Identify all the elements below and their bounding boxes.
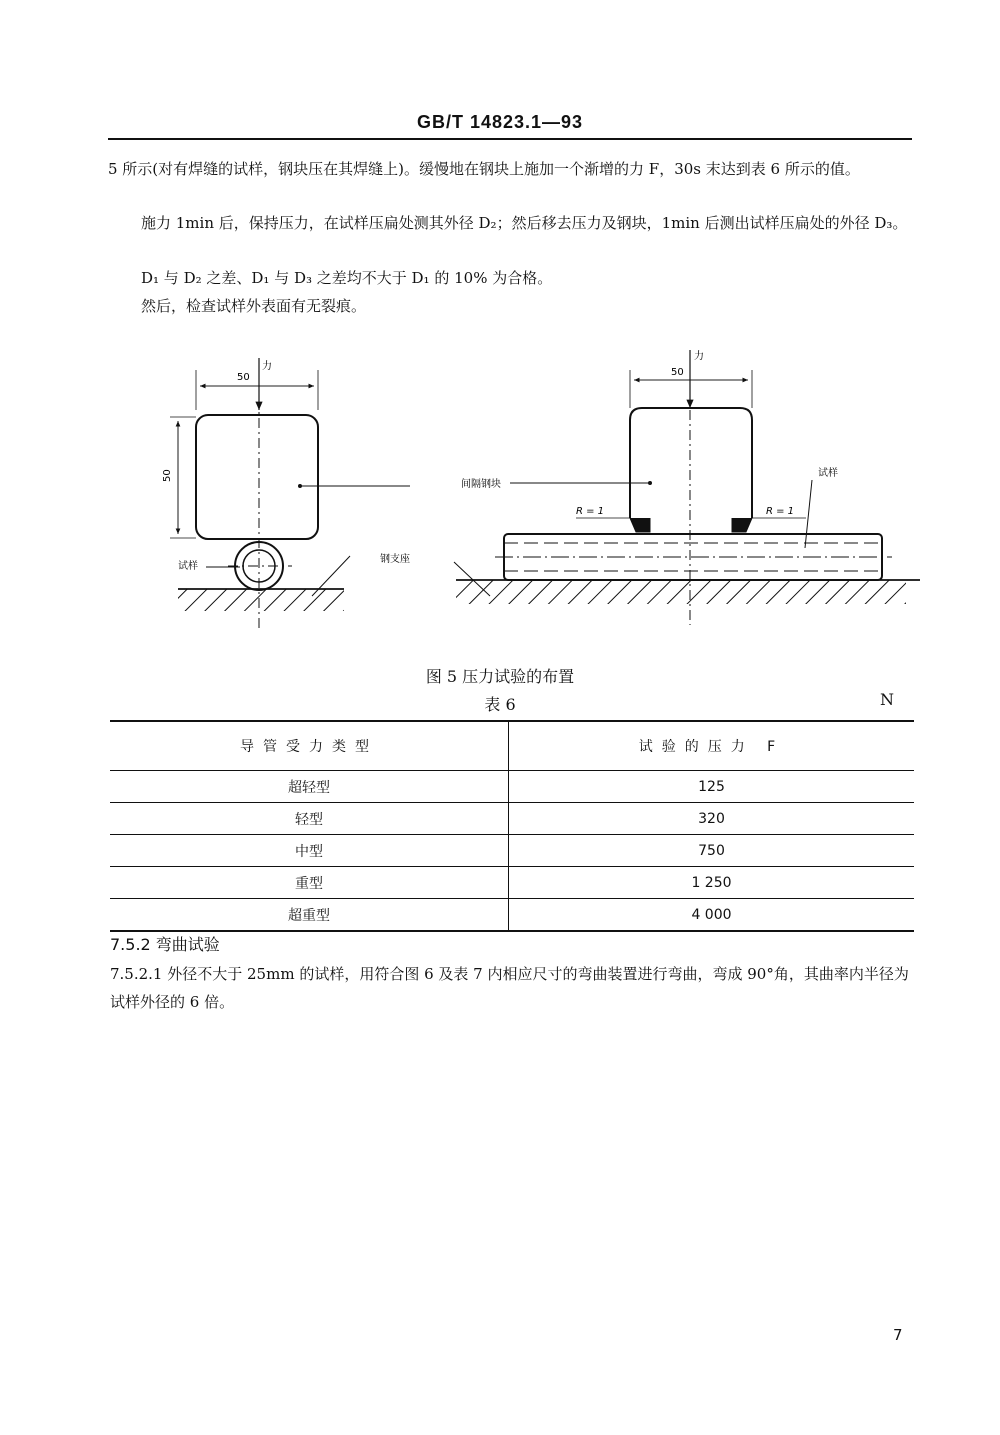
row-force: 125: [509, 771, 915, 803]
page-header: GB/T 14823.1—93: [416, 112, 584, 132]
right-dim-width: 50: [671, 367, 684, 378]
right-radius-right: R = 1: [766, 506, 795, 517]
left-support-label: 钢支座: [380, 554, 410, 565]
table-6: [110, 720, 914, 932]
header-rule: [108, 138, 912, 140]
paragraph-2: 施力 1min 后，保持压力，在试样压扁处测其外径 D₂；然后移去压力及钢块，1min 后测出试样压扁处的外径 D₃。: [141, 214, 908, 232]
paragraph-3: D₁ 与 D₂ 之差、D₁ 与 D₃ 之差均不大于 D₁ 的 10% 为合格。: [141, 269, 553, 287]
row-type: 重型: [110, 867, 509, 899]
table-row: [110, 835, 914, 867]
table-row: [110, 899, 914, 932]
left-dim-width: 50: [237, 372, 250, 383]
row-force: 4 000: [509, 899, 915, 932]
section-heading: 7.5.2 弯曲试验: [110, 935, 220, 954]
row-type: 中型: [110, 835, 509, 867]
right-specimen-label: 试样: [818, 468, 838, 479]
table-header-row: [110, 721, 914, 771]
row-force: 750: [509, 835, 915, 867]
right-spacer-label: 间隔钢块: [461, 479, 501, 490]
header-type: 导管受力类型: [110, 721, 509, 771]
table-unit: N: [880, 690, 894, 709]
table-row: [110, 771, 914, 803]
page-number: 7: [893, 1326, 903, 1344]
row-type: 超轻型: [110, 771, 509, 803]
header-force: 试验的压力 F: [509, 721, 915, 771]
right-force-label: 力: [694, 351, 704, 362]
table-row: [110, 867, 914, 899]
left-figure: [162, 358, 410, 628]
paragraph-4: 然后，检查试样外表面有无裂痕。: [141, 297, 367, 315]
figure-caption: 图 5 压力试验的布置: [425, 667, 575, 686]
table-row: [110, 803, 914, 835]
row-force: 320: [509, 803, 915, 835]
right-figure: [454, 349, 920, 625]
right-radius-left: R = 1: [576, 506, 605, 517]
row-type: 超重型: [110, 899, 509, 932]
row-force: 1 250: [509, 867, 915, 899]
figure-5-diagram: [0, 340, 1000, 640]
row-type: 轻型: [110, 803, 509, 835]
left-dim-height: 50: [162, 469, 173, 482]
paragraph-1: 5 所示(对有焊缝的试样，钢块压在其焊缝上)。缓慢地在钢块上施加一个渐增的力 F，30s 末达到表 6 所示的值。: [108, 160, 860, 178]
left-force-label: 力: [262, 361, 272, 372]
left-specimen-label: 试样: [178, 561, 198, 572]
table-caption: 表 6: [484, 695, 516, 714]
paragraph-5: 7.5.2.1 外径不大于 25mm 的试样，用符合图 6 及表 7 内相应尺寸的弯曲装置进行弯曲，弯成 90°角，其曲率内半径为试样外径的 6 倍。: [110, 965, 909, 1011]
